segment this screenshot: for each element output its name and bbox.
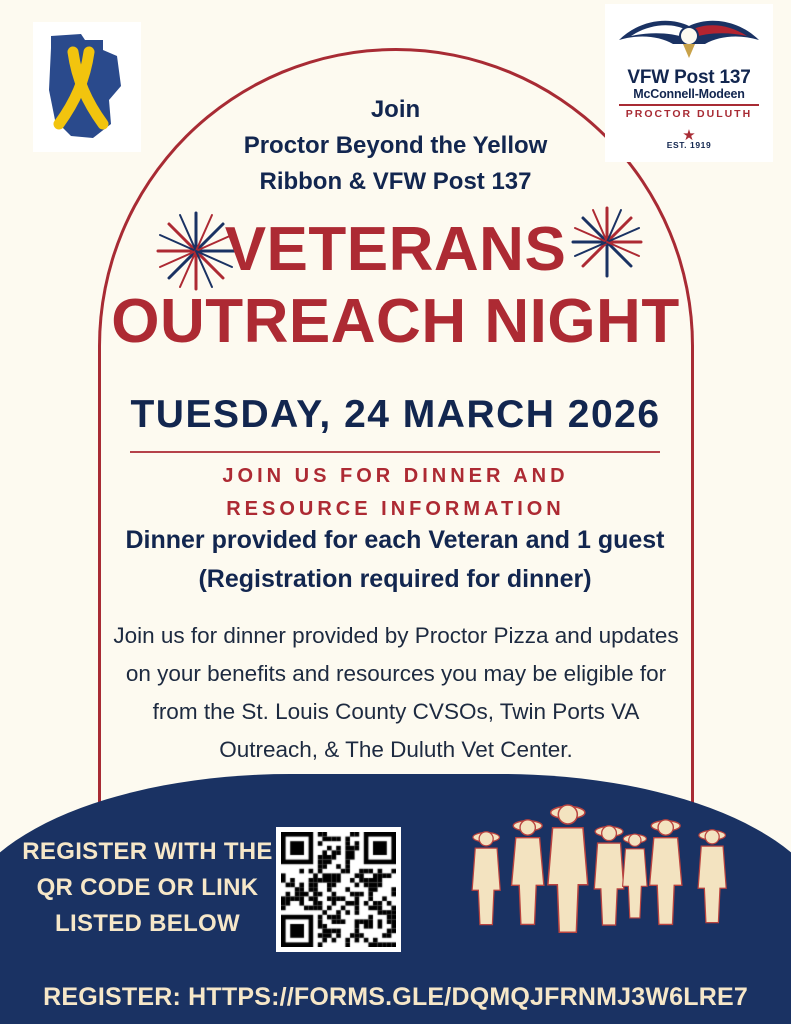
eagle-flag-icon [605, 10, 773, 66]
register-prompt-line-3: LISTED BELOW [55, 910, 240, 937]
event-description: Join us for dinner provided by Proctor Pizza and updates on your benefits and resources you may be eligible for from the St. Louis County CVSOs, Twin Ports VA Outreach, & The Duluth Vet Center. [113, 623, 679, 762]
event-subheading-line-2: RESOURCE INFORMATION [226, 498, 565, 520]
vfw-title: VFW Post 137 [627, 67, 751, 88]
qr-code-canvas [281, 832, 396, 947]
dinner-note: Dinner provided for each Veteran and 1 guest (Registration required for dinner) [125, 526, 665, 593]
register-prompt [20, 834, 275, 942]
vfw-cities: PROCTOR DULUTH [625, 108, 753, 120]
event-subheading-line-1: JOIN US FOR DINNER AND [222, 465, 569, 487]
registration-link[interactable]: REGISTER: HTTPS://FORMS.GLE/DQMQJFRNMJ3W6LRE7 [43, 983, 748, 1011]
register-prompt-line-2: QR CODE OR LINK [36, 874, 259, 901]
join-heading [0, 92, 791, 200]
soldiers-illustration [451, 789, 761, 964]
star-icon: ★ [682, 127, 696, 144]
register-prompt-line-1: REGISTER WITH THE [22, 838, 273, 865]
vfw-established: EST. 1919 [666, 140, 712, 150]
event-subheading [0, 460, 791, 526]
event-date: TUESDAY, 24 MARCH 2026 [130, 393, 661, 436]
join-line-1: Join [370, 96, 421, 123]
horizontal-divider [130, 451, 660, 453]
event-title-line-1: VETERANS [224, 215, 567, 284]
event-title [0, 214, 791, 358]
join-line-2: Proctor Beyond the Yellow [243, 132, 548, 159]
vfw-subtitle: McConnell-Modeen [633, 87, 745, 101]
event-title-line-2: OUTREACH NIGHT [111, 287, 680, 356]
join-line-3: Ribbon & VFW Post 137 [259, 168, 532, 195]
registration-qr-code[interactable] [276, 827, 401, 952]
